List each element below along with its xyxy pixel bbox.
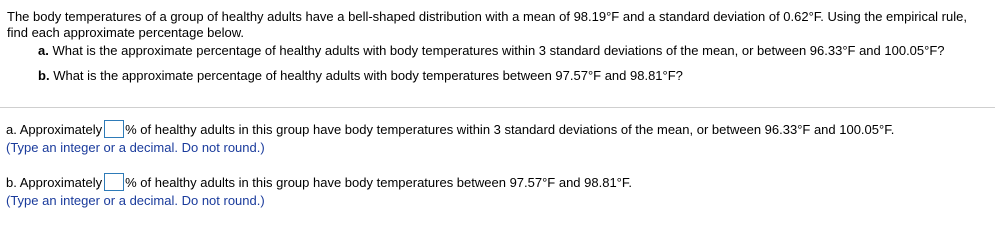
part-a-text: What is the approximate percentage of healthy adults with body temperatures within 3 standard deviations of the mean, or between 96.33°F and 100.05°F? [52,43,945,58]
answer-b-section [6,173,991,209]
answer-a-line [6,120,991,138]
section-divider [0,107,995,108]
answer-b-hint: (Type an integer or a decimal. Do not round.) [6,193,265,208]
answer-b-prefix: b. Approximately [6,174,103,190]
answer-b-suffix: % of healthy adults in this group have body temperatures between 97.57°F and 98.81°F. [125,174,632,190]
answer-a-input[interactable] [104,120,124,138]
part-b-letter: b. [38,68,50,83]
answer-a-prefix: a. Approximately [6,121,103,137]
part-b-text: What is the approximate percentage of healthy adults with body temperatures between 97.57°F and 98.81°F? [53,68,683,83]
answer-a-hint: (Type an integer or a decimal. Do not round.) [6,140,265,155]
answer-a-suffix: % of healthy adults in this group have body temperatures within 3 standard deviations of the mean, or between 96.33°F and 100.05°F. [125,121,895,137]
answer-a-section [6,120,991,156]
question-part-b [38,68,989,84]
answer-b-input[interactable] [104,173,124,191]
question-stem: The body temperatures of a group of healthy adults have a bell-shaped distribution with a mean of 98.19°F and a standard deviation of 0.62°F. Using the empirical rule, find each approximate percentage below. [7,9,967,40]
question-panel [7,9,989,84]
answer-b-line [6,173,991,191]
question-part-a [38,43,989,59]
part-a-letter: a. [38,43,49,58]
